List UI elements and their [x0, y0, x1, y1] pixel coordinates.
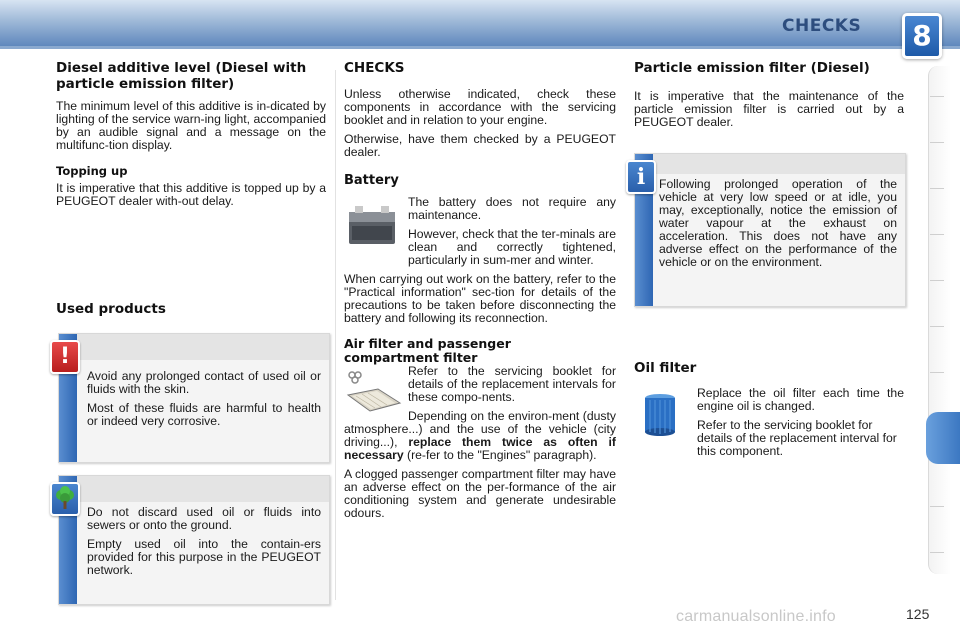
air-filter-heading: Air filter and passenger compartment filter — [344, 336, 511, 365]
chapter-tab-separator — [930, 552, 944, 553]
warning-text-2: Most of these fluids are harmful to health or indeed very corrosive. — [87, 401, 321, 428]
warning-box-content — [87, 370, 321, 434]
chapter-tab-separator — [930, 234, 944, 235]
checks-intro-1: Unless otherwise indicated, check these components in accordance with the servicing booklet and in relation to your engine. — [344, 87, 616, 127]
warning-box-header — [77, 334, 329, 360]
environment-box-header — [77, 476, 329, 502]
chapter-tab-separator — [930, 96, 944, 97]
battery-text-1: The battery does not require any maintenance. — [408, 195, 616, 222]
topping-up-text: It is imperative that this additive is topped up by a PEUGEOT dealer with-out delay. — [56, 181, 326, 208]
battery-heading: Battery — [344, 173, 399, 188]
watermark: carmanualsonline.info — [676, 608, 836, 625]
air-filter-text-2-end: (re-fer to the "Engines" paragraph). — [403, 448, 597, 462]
particle-filter-heading: Particle emission filter (Diesel) — [634, 60, 870, 76]
chapter-tab-separator — [930, 326, 944, 327]
air-filter-text-2-bold: replace them twice as often if necessary — [344, 435, 616, 462]
checks-intro-2: Otherwise, have them checked by a PEUGEOT dealer. — [344, 132, 616, 159]
air-filter-text-1: Refer to the servicing booklet for details of the replacement intervals for these compo-nents. — [408, 364, 616, 404]
warning-text-1: Avoid any prolonged contact of used oil or fluids with the skin. — [87, 369, 321, 396]
environment-box — [58, 475, 330, 605]
column-right — [634, 60, 904, 135]
air-filter-section — [344, 365, 616, 404]
oil-filter-text-1: Replace the oil filter each time the engine oil is changed. — [697, 386, 904, 413]
chapter-title: CHECKS — [782, 16, 862, 36]
chapter-tab-separator — [930, 280, 944, 281]
battery-text-3: When carrying out work on the battery, refer to the "Practical information" sec-tion for details of the precautions to be taken before disconnecting the battery and following its reconnection. — [344, 272, 616, 325]
environment-text-2: Empty used oil into the contain-ers provided for this purpose in the PEUGEOT network. — [87, 537, 321, 577]
checks-heading: CHECKS — [344, 60, 405, 76]
particle-filter-text: It is imperative that the maintenance of the particle emission filter is carried out by a PEUGEOT dealer. — [634, 89, 904, 129]
topping-up-heading: Topping up — [56, 164, 128, 178]
info-text: Following prolonged operation of the vehicle at very low speed or at idle, you may, exceptionally, notice the emission of water vapour at the exhaust on acceleration. This does not have any adverse effect on the performance of the vehicle or on the environment. — [659, 177, 897, 269]
info-box-header — [653, 154, 905, 174]
info-box-content — [659, 178, 897, 275]
air-filter-text-2-start: Depending on the environ-ment (dusty atmosphere...) and the use of the vehicle (city driving...), — [344, 409, 616, 449]
header-divider — [0, 46, 960, 49]
oil-filter-text-2: Refer to the servicing booklet for details of the replacement interval for this component. — [697, 418, 897, 458]
diesel-additive-text: The minimum level of this additive is in-dicated by lighting of the service warn-ing light, accompanied by an audible signal and a message on the multifunc-tion display. — [56, 99, 326, 152]
chapter-tab-active[interactable] — [926, 412, 960, 464]
exclamation-icon: ! — [50, 340, 80, 374]
oil-filter-section — [697, 387, 904, 464]
page-number: 125 — [906, 606, 930, 622]
column-middle — [344, 60, 616, 526]
diesel-additive-heading: Diesel additive level (Diesel with particle emission filter) — [56, 60, 307, 92]
environment-text-1: Do not discard used oil or fluids into sewers or onto the ground. — [87, 505, 321, 532]
used-products-heading: Used products — [56, 301, 166, 317]
battery-section — [344, 196, 616, 267]
air-filter-text-3: A clogged passenger compartment filter may have an adverse effect on the per-formance of the air conditioning system and generate undesirable odours. — [344, 467, 616, 520]
column-left — [56, 60, 326, 214]
oil-filter-icon — [640, 392, 680, 438]
oil-filter-heading: Oil filter — [634, 360, 697, 376]
chapter-tab-separator — [930, 142, 944, 143]
tree-icon — [50, 482, 80, 516]
chapter-tab-separator — [930, 506, 944, 507]
chapter-number-badge: 8 — [902, 13, 942, 59]
warning-box — [58, 333, 330, 463]
column-divider — [335, 70, 336, 600]
info-icon: i — [626, 160, 656, 194]
environment-box-content — [87, 506, 321, 583]
air-filter-icon — [344, 365, 404, 425]
chapter-tab-separator — [930, 372, 944, 373]
battery-icon — [344, 200, 400, 250]
info-box — [634, 153, 906, 307]
battery-text-2: However, check that the ter-minals are clean and correctly tightened, particularly in sum-mer and winter. — [408, 227, 616, 267]
chapter-tab-separator — [930, 188, 944, 189]
